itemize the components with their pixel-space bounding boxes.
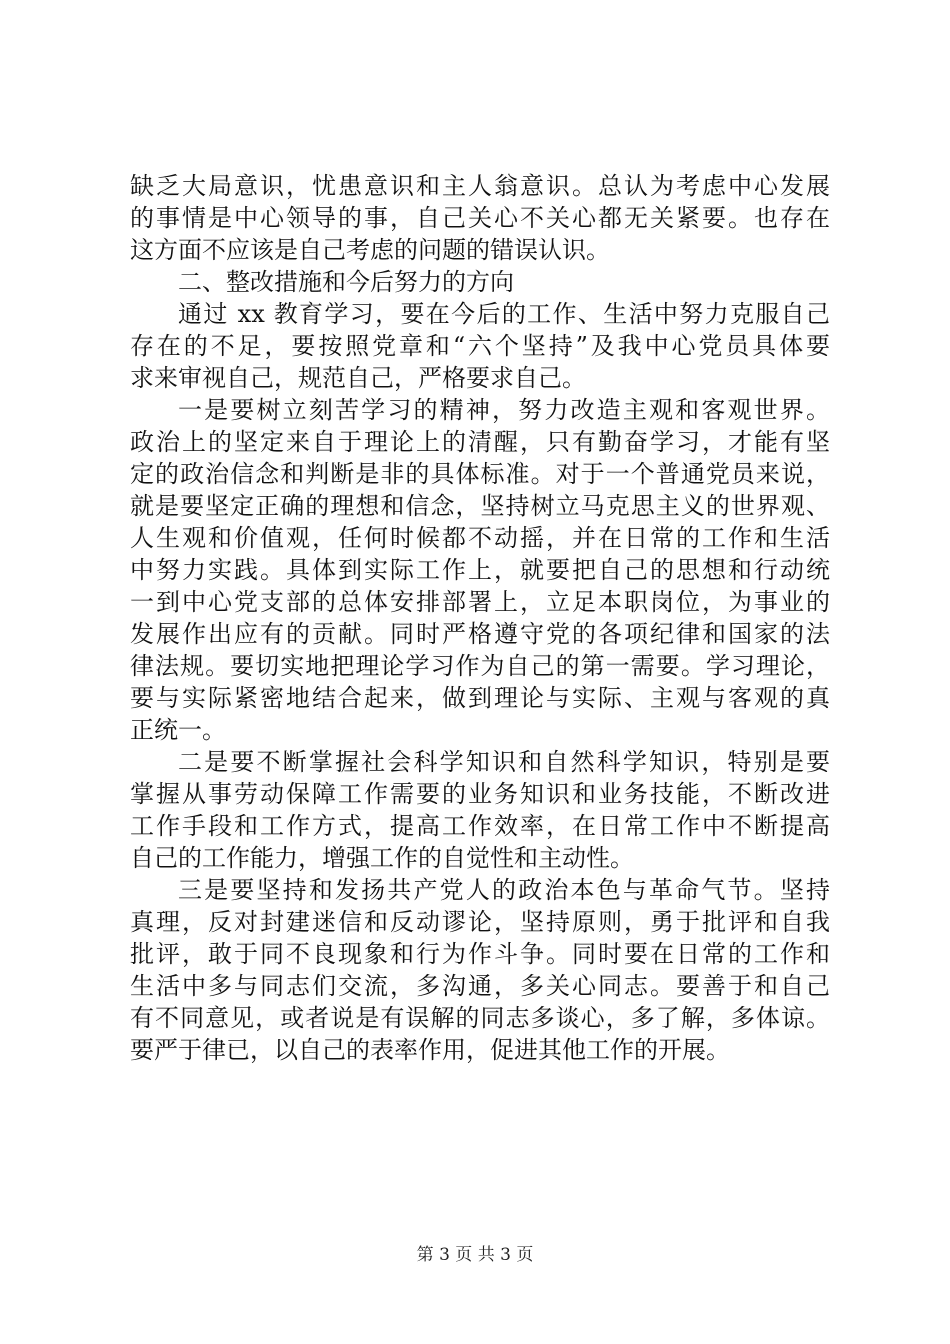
text-line: 工作手段和工作方式，提高工作效率，在日常工作中不断提高 [130,812,830,840]
text-line: 就是要坚定正确的理想和信念，坚持树立马克思主义的世界观、 [130,492,830,520]
text-line: 正统一。 [130,716,226,744]
text-line: 律法规。要切实地把理论学习作为自己的第一需要。学习理论， [130,652,830,680]
text-line: 发展作出应有的贡献。同时严格遵守党的各项纪律和国家的法 [130,620,830,648]
text-line: 二、整改措施和今后努力的方向 [178,268,514,296]
text-line: 三是要坚持和发扬共产党人的政治本色与革命气节。坚持 [178,876,830,904]
page-number-footer: 第 3 页 共 3 页 [416,1245,534,1265]
text-line: 自己的工作能力，增强工作的自觉性和主动性。 [130,844,634,872]
text-line: 求来审视自己，规范自己，严格要求自己。 [130,364,586,392]
text-line: 一是要树立刻苦学习的精神，努力改造主观和客观世界。 [178,396,830,424]
document-body [130,170,830,1066]
text-line: 通过 xx 教育学习，要在今后的工作、生活中努力克服自己 [178,300,830,328]
paragraph [130,394,830,746]
paragraph [130,298,830,394]
text-line: 真理，反对封建迷信和反动谬论，坚持原则，勇于批评和自我 [130,908,830,936]
paragraph [130,746,830,874]
text-line: 存在的不足，要按照党章和“六个坚持”及我中心党员具体要 [130,332,830,360]
paragraph [130,874,830,1066]
text-line: 要与实际紧密地结合起来，做到理论与实际、主观与客观的真 [130,684,830,712]
text-line: 掌握从事劳动保障工作需要的业务知识和业务技能，不断改进 [130,780,830,808]
text-line: 这方面不应该是自己考虑的问题的错误认识。 [130,236,610,264]
text-line: 定的政治信念和判断是非的具体标准。对于一个普通党员来说， [130,460,830,488]
text-line: 批评，敢于同不良现象和行为作斗争。同时要在日常的工作和 [130,940,830,968]
text-line: 政治上的坚定来自于理论上的清醒，只有勤奋学习，才能有坚 [130,428,830,456]
text-line: 的事情是中心领导的事，自己关心不关心都无关紧要。也存在 [130,204,830,232]
text-line: 一到中心党支部的总体安排部署上，立足本职岗位，为事业的 [130,588,830,616]
text-line: 二是要不断掌握社会科学知识和自然科学知识，特别是要 [178,748,830,776]
paragraph [130,170,830,266]
text-line: 生活中多与同志们交流，多沟通，多关心同志。要善于和自己 [130,972,830,1000]
paragraph [130,266,830,298]
text-line: 要严于律已，以自己的表率作用，促进其他工作的开展。 [130,1036,730,1064]
text-line: 缺乏大局意识，忧患意识和主人翁意识。总认为考虑中心发展 [130,172,830,200]
text-line: 人生观和价值观，任何时候都不动摇，并在日常的工作和生活 [130,524,830,552]
text-line: 有不同意见，或者说是有误解的同志多谈心，多了解，多体谅。 [130,1004,830,1032]
text-line: 中努力实践。具体到实际工作上，就要把自己的思想和行动统 [130,556,830,584]
